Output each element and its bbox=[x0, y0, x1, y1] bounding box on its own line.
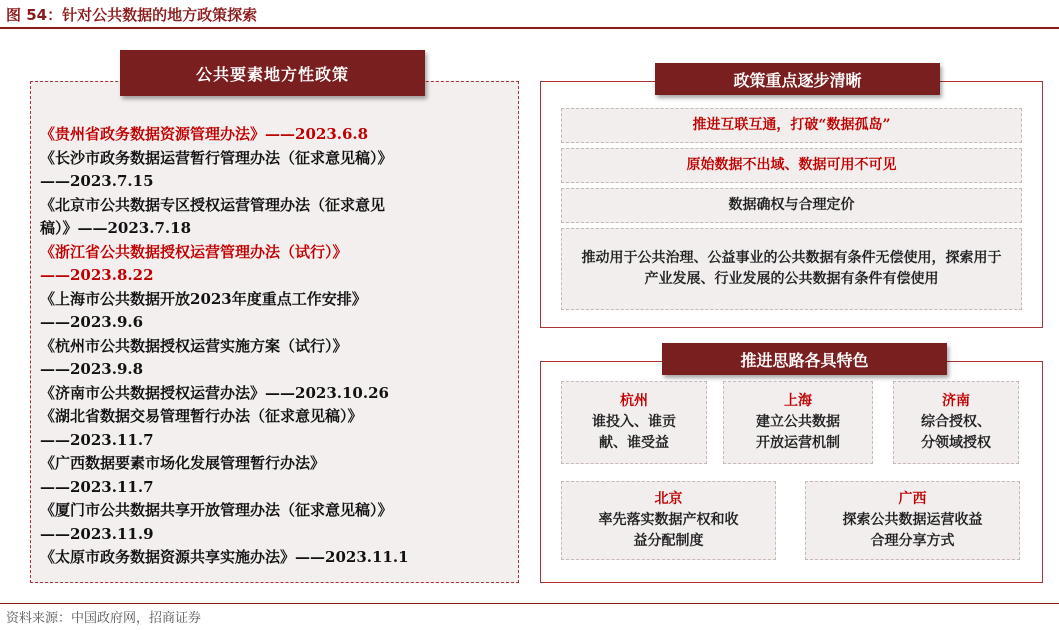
city-desc-line: 谁投入、谁贡 bbox=[592, 414, 676, 430]
city-name: 杭州 bbox=[620, 393, 648, 409]
focus-item-data-usable: 原始数据不出域、数据可用不可见 bbox=[561, 148, 1022, 183]
policy-line: 《贵州省政务数据资源管理办法》——2023.6.8 bbox=[40, 125, 369, 143]
focus-item-conditional-use: 推动用于公共治理、公益事业的公共数据有条件无偿使用，探索用于产业发展、行业发展的公共数据有条件有偿使用 bbox=[561, 228, 1022, 310]
city-desc-line: 分领域授权 bbox=[921, 435, 991, 451]
source-note: 资料来源：中国政府网，招商证券 bbox=[6, 611, 202, 626]
focus-item-interconnect: 推进互联互通，打破“数据孤岛” bbox=[561, 108, 1022, 143]
city-desc-line: 建立公共数据 bbox=[756, 414, 840, 430]
policy-line: ——2023.11.9 bbox=[40, 524, 154, 543]
city-card-hangzhou bbox=[561, 381, 707, 464]
policy-line: ——2023.7.15 bbox=[40, 172, 154, 190]
city-desc-line: 探索公共数据运营收益 bbox=[842, 512, 983, 528]
policy-list bbox=[40, 123, 515, 570]
policy-line: 《上海市公共数据开放2023年度重点工作安排》 bbox=[40, 289, 367, 308]
city-desc-line: 综合授权、 bbox=[921, 414, 991, 430]
policy-line: 稿）》——2023.7.18 bbox=[40, 219, 192, 237]
policy-line: 《长沙市政务数据运营暂行管理办法（征求意见稿）》 bbox=[40, 148, 393, 167]
city-desc-line: 益分配制度 bbox=[633, 533, 704, 549]
city-card-jinan bbox=[893, 381, 1019, 464]
city-desc-line: 合理分享方式 bbox=[870, 533, 955, 549]
city-card-shanghai bbox=[723, 381, 873, 464]
policy-line: 《太原市政务数据资源共享实施办法》——2023.11.1 bbox=[40, 548, 409, 566]
policy-line: 《杭州市公共数据授权运营实施方案（试行）》 bbox=[40, 336, 348, 355]
policy-line: 《厦门市公共数据共享开放管理办法（征求意见稿）》 bbox=[40, 501, 393, 519]
city-name: 上海 bbox=[784, 393, 812, 409]
policy-line: ——2023.8.22 bbox=[40, 266, 154, 284]
city-name: 广西 bbox=[898, 491, 927, 507]
focus-item-pricing: 数据确权与合理定价 bbox=[561, 188, 1022, 223]
city-name: 北京 bbox=[654, 491, 683, 507]
city-card-beijing bbox=[561, 481, 776, 560]
city-name: 济南 bbox=[942, 393, 970, 409]
policy-line: 《湖北省数据交易管理暂行办法（征求意见稿）》 bbox=[40, 407, 363, 425]
policy-line: 《广西数据要素市场化发展管理暂行办法》 bbox=[40, 454, 326, 472]
source-divider bbox=[0, 603, 1059, 604]
policy-line: ——2023.9.8 bbox=[40, 360, 144, 378]
policy-line: ——2023.11.7 bbox=[40, 477, 154, 496]
approach-header: 推进思路各具特色 bbox=[662, 343, 947, 375]
title-divider bbox=[0, 27, 1059, 29]
policy-line: 《北京市公共数据专区授权运营管理办法（征求意见 bbox=[40, 195, 386, 214]
policy-line: 《浙江省公共数据授权运营管理办法（试行）》 bbox=[40, 242, 348, 261]
policy-line: ——2023.11.7 bbox=[40, 430, 154, 449]
local-policy-header: 公共要素地方性政策 bbox=[120, 50, 425, 96]
city-desc-line: 献、谁受益 bbox=[599, 435, 669, 451]
figure-title: 图 54：针对公共数据的地方政策探索 bbox=[6, 6, 258, 24]
policy-line: 《济南市公共数据授权运营办法》——2023.10.26 bbox=[40, 383, 389, 402]
policy-focus-header: 政策重点逐步清晰 bbox=[655, 63, 940, 95]
city-card-guangxi bbox=[805, 481, 1020, 560]
city-desc-line: 开放运营机制 bbox=[756, 435, 840, 451]
city-desc-line: 率先落实数据产权和收 bbox=[598, 512, 739, 528]
policy-line: ——2023.9.6 bbox=[40, 313, 144, 331]
